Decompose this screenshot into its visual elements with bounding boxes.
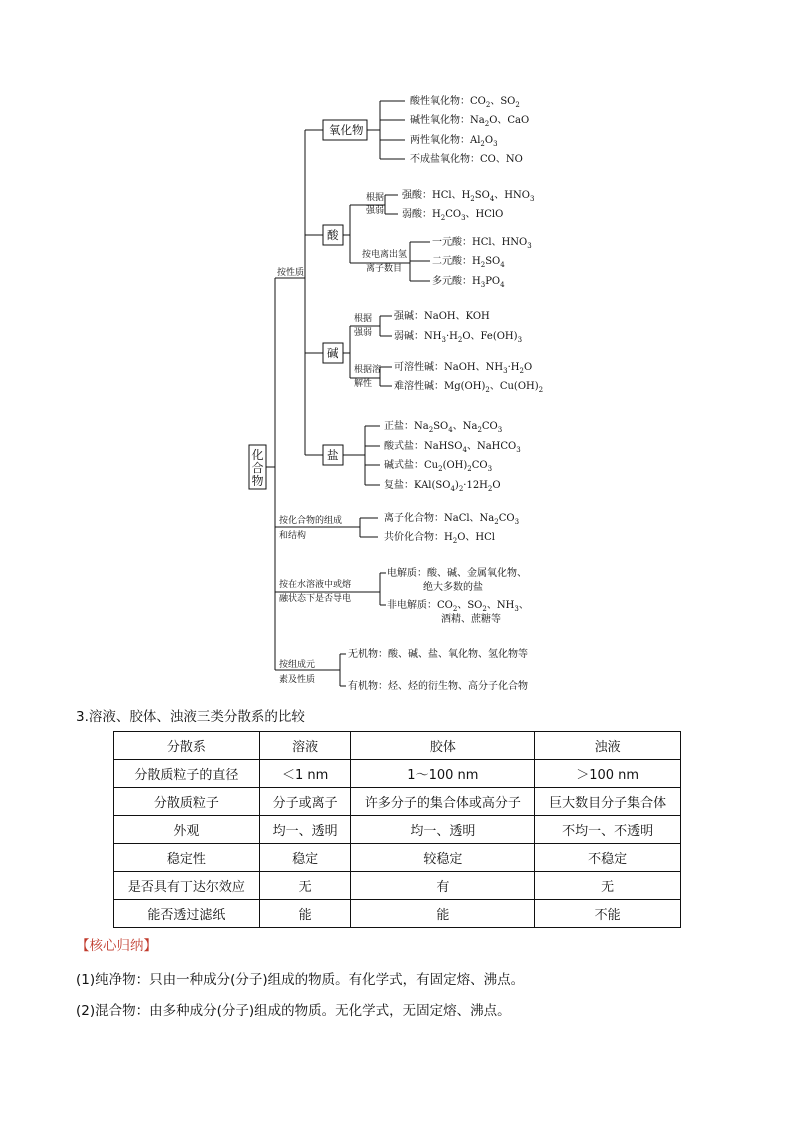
- table-cell: 不均一、不透明: [535, 816, 681, 844]
- table-cell: 有: [351, 872, 535, 900]
- acid-proton-item: 多元酸：$H_3PO_4$: [432, 276, 505, 289]
- table-cell: 无: [535, 872, 681, 900]
- table-row: [114, 816, 681, 844]
- oxide-item: 两性氧化物：$Al_2O_3$: [410, 135, 498, 148]
- element-item: 无机物：酸、碱、盐、氧化物、氢化物等: [348, 649, 528, 660]
- section3-heading: 3.溶液、胶体、浊液三类分散系的比较: [76, 709, 305, 725]
- element-item: 有机物：烃、烃的衍生物、高分子化合物: [348, 681, 528, 692]
- by-element-label: 素及性质: [279, 675, 316, 685]
- table-cell: 能: [259, 900, 351, 928]
- by-structure-label: 和结构: [279, 531, 307, 541]
- pure-substance-paragraph: (1)纯净物：只由一种成分(分子)组成的物质。有化学式，有固定熔、沸点。: [76, 972, 525, 988]
- base-solubility-item: 难溶性碱：$Mg(OH)_2$、$Cu(OH)_2$: [394, 381, 544, 394]
- table-cell: 能: [351, 900, 535, 928]
- table-cell: 1～100 nm: [351, 760, 535, 788]
- table-cell: 不稳定: [535, 844, 681, 872]
- table-header-cell: 浊液: [535, 732, 681, 760]
- oxide-item: 酸性氧化物：$CO_2$、$SO_2$: [410, 96, 520, 109]
- table-cell: 无: [259, 872, 351, 900]
- table-cell: 较稳定: [351, 844, 535, 872]
- base-solubility-item: 可溶性碱：NaOH、$NH_3\cdot H_2O$: [394, 362, 533, 375]
- nonelectrolyte-item: 酒精、蔗糖等: [441, 614, 501, 625]
- by-structure-label: 按化合物的组成: [279, 516, 343, 526]
- salt-item: 碱式盐：$Cu_2(OH)_2CO_3$: [384, 460, 493, 473]
- dispersion-comparison-table: [113, 731, 681, 928]
- root-label: 化合物: [251, 448, 264, 488]
- table-cell: 均一、透明: [259, 816, 351, 844]
- salt-item: 酸式盐：NaHSO$_4$、NaHCO$_3$: [384, 441, 521, 454]
- core-summary-title: 【核心归纳】: [76, 938, 157, 954]
- mixture-paragraph: (2)混合物：由多种成分(分子)组成的物质。无化学式，无固定熔、沸点。: [76, 1003, 511, 1019]
- table-row: [114, 900, 681, 928]
- salt-item: 复盐：$KAl(SO_4)_2\cdot 12H_2O$: [384, 480, 501, 493]
- table-cell: 能否透过滤纸: [114, 900, 260, 928]
- acid-strength-item: 强酸：HCl、$H_2SO_4$、$HNO_3$: [402, 190, 535, 203]
- by-conductivity-label: 按在水溶液中或熔: [279, 580, 352, 590]
- base-strength-item: 弱碱：$NH_3\cdot H_2O$、$Fe(OH)_3$: [394, 331, 523, 344]
- base-criterion: 根据溶: [354, 365, 382, 375]
- table-cell: 均一、透明: [351, 816, 535, 844]
- acid-label: 酸: [327, 228, 339, 242]
- acid-criterion: 强弱: [366, 206, 385, 216]
- base-criterion: 强弱: [354, 328, 373, 338]
- base-criterion: 解性: [354, 379, 373, 389]
- base-criterion: 根据: [354, 314, 373, 324]
- by-nature-label: 按性质: [277, 268, 305, 278]
- table-row: [114, 872, 681, 900]
- table-cell: 分散质粒子的直径: [114, 760, 260, 788]
- oxide-item: 不成盐氧化物：CO、NO: [410, 154, 523, 165]
- nonelectrolyte-item: 非电解质：$CO_2$、$SO_2$、$NH_3$、: [387, 600, 529, 613]
- acid-proton-item: 一元酸：HCl、$HNO_3$: [432, 237, 532, 250]
- acid-criterion: 离子数目: [366, 264, 403, 274]
- table-cell: ＞100 nm: [535, 760, 681, 788]
- electrolyte-item: 电解质：酸、碱、金属氧化物、: [387, 568, 527, 579]
- by-conductivity-label: 融状态下是否导电: [279, 594, 352, 604]
- table-row: [114, 760, 681, 788]
- table-header-cell: 溶液: [259, 732, 351, 760]
- table-header-cell: 分散系: [114, 732, 260, 760]
- table-cell: 是否具有丁达尔效应: [114, 872, 260, 900]
- table-cell: 许多分子的集合体或高分子: [351, 788, 535, 816]
- base-strength-item: 强碱：NaOH、KOH: [394, 311, 490, 322]
- table-cell: 稳定: [259, 844, 351, 872]
- base-label: 碱: [327, 346, 339, 360]
- table-cell: 巨大数目分子集合体: [535, 788, 681, 816]
- acid-proton-item: 二元酸：$H_2SO_4$: [432, 256, 505, 269]
- table-cell: ＜1 nm: [259, 760, 351, 788]
- by-element-label: 按组成元: [279, 660, 316, 670]
- table-header-row: [114, 732, 681, 760]
- table-cell: 稳定性: [114, 844, 260, 872]
- table-cell: 分子或离子: [259, 788, 351, 816]
- acid-criterion: 根据: [366, 193, 385, 203]
- electrolyte-item: 绝大多数的盐: [423, 582, 483, 593]
- structure-item: 离子化合物：NaCl、$Na_2CO_3$: [384, 513, 520, 526]
- acid-criterion: 按电离出氢: [362, 250, 408, 260]
- oxide-label: 氧化物: [329, 123, 364, 137]
- table-header-cell: 胶体: [351, 732, 535, 760]
- salt-label: 盐: [327, 448, 339, 462]
- oxide-item: 碱性氧化物：$Na_2O$、CaO: [410, 115, 530, 128]
- table-cell: 不能: [535, 900, 681, 928]
- structure-item: 共价化合物：$H_2O$、HCl: [384, 532, 495, 545]
- table-cell: 外观: [114, 816, 260, 844]
- table-cell: 分散质粒子: [114, 788, 260, 816]
- table-row: [114, 844, 681, 872]
- table-row: [114, 788, 681, 816]
- salt-item: 正盐：$Na_2SO_4$、$Na_2CO_3$: [384, 421, 503, 434]
- acid-strength-item: 弱酸：$H_2CO_3$、HClO: [402, 209, 504, 222]
